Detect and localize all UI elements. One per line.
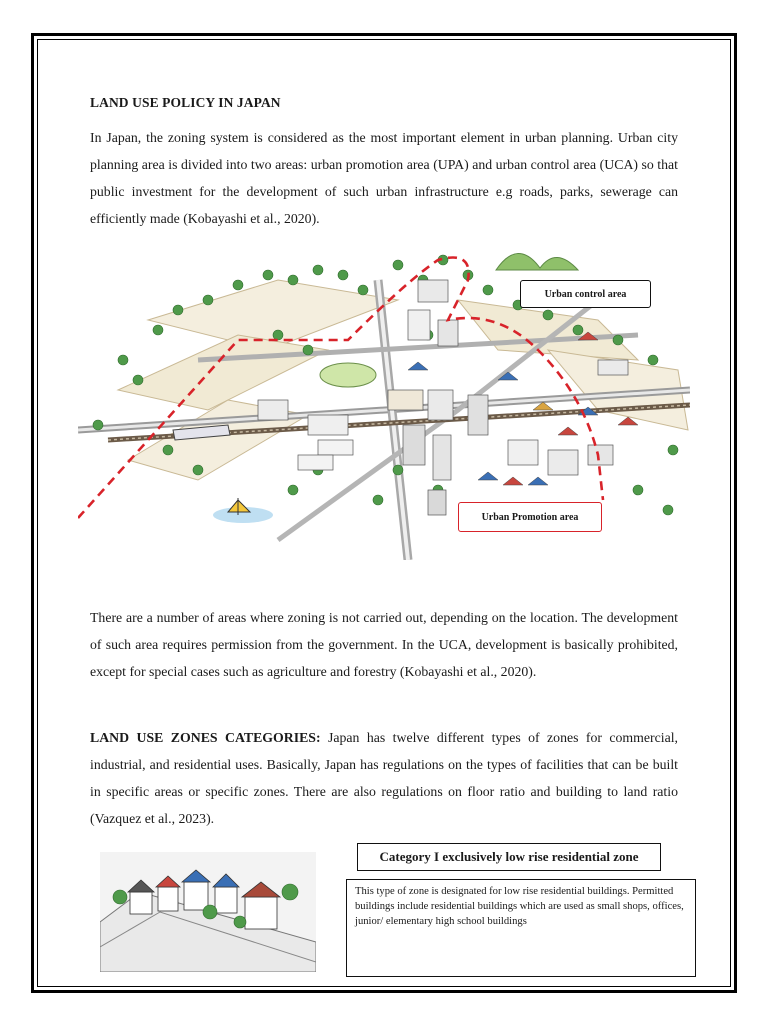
categories-body: Japan has twelve different types of zones for commercial, industrial, and residential uses. Basically, Japan has regulations on the types of facilities that can be built in specific areas or specific zones. There are also regulations on floor ratio and building to land ratio (Vazquez et al., 2023). [90, 730, 678, 826]
category-description: This type of zone is designated for low rise residential buildings. Permitted buildings include residential buildings which are used as small shops, offices, junior/ elementary high school buildings [346, 879, 696, 977]
urban-promotion-area-label: Urban Promotion area [458, 502, 602, 532]
urban-control-area-label: Urban control area [520, 280, 651, 308]
zoning-paragraph: There are a number of areas where zoning is not carried out, depending on the location. The development of such area requires permission from the government. In the UCA, development is basically prohibited, except for special cases such as agriculture and forestry (Kobayashi et al., 2020). [90, 610, 678, 679]
residential-zone-illustration [100, 852, 316, 972]
intro-paragraph: In Japan, the zoning system is considered as the most important element in urban planning. Urban city planning area is divided into two areas: urban promotion area (UPA) and urban control area (UCA) so that public investment for the development of such urban infrastructure e.g roads, parks, sewerage can efficiently made (Kobayashi et al., 2020). [90, 130, 678, 226]
category-title: Category I exclusively low rise residential zone [357, 843, 661, 871]
categories-lead: LAND USE ZONES CATEGORIES: [90, 730, 321, 745]
section-heading: LAND USE POLICY IN JAPAN [90, 95, 281, 110]
categories-paragraph [90, 724, 678, 832]
